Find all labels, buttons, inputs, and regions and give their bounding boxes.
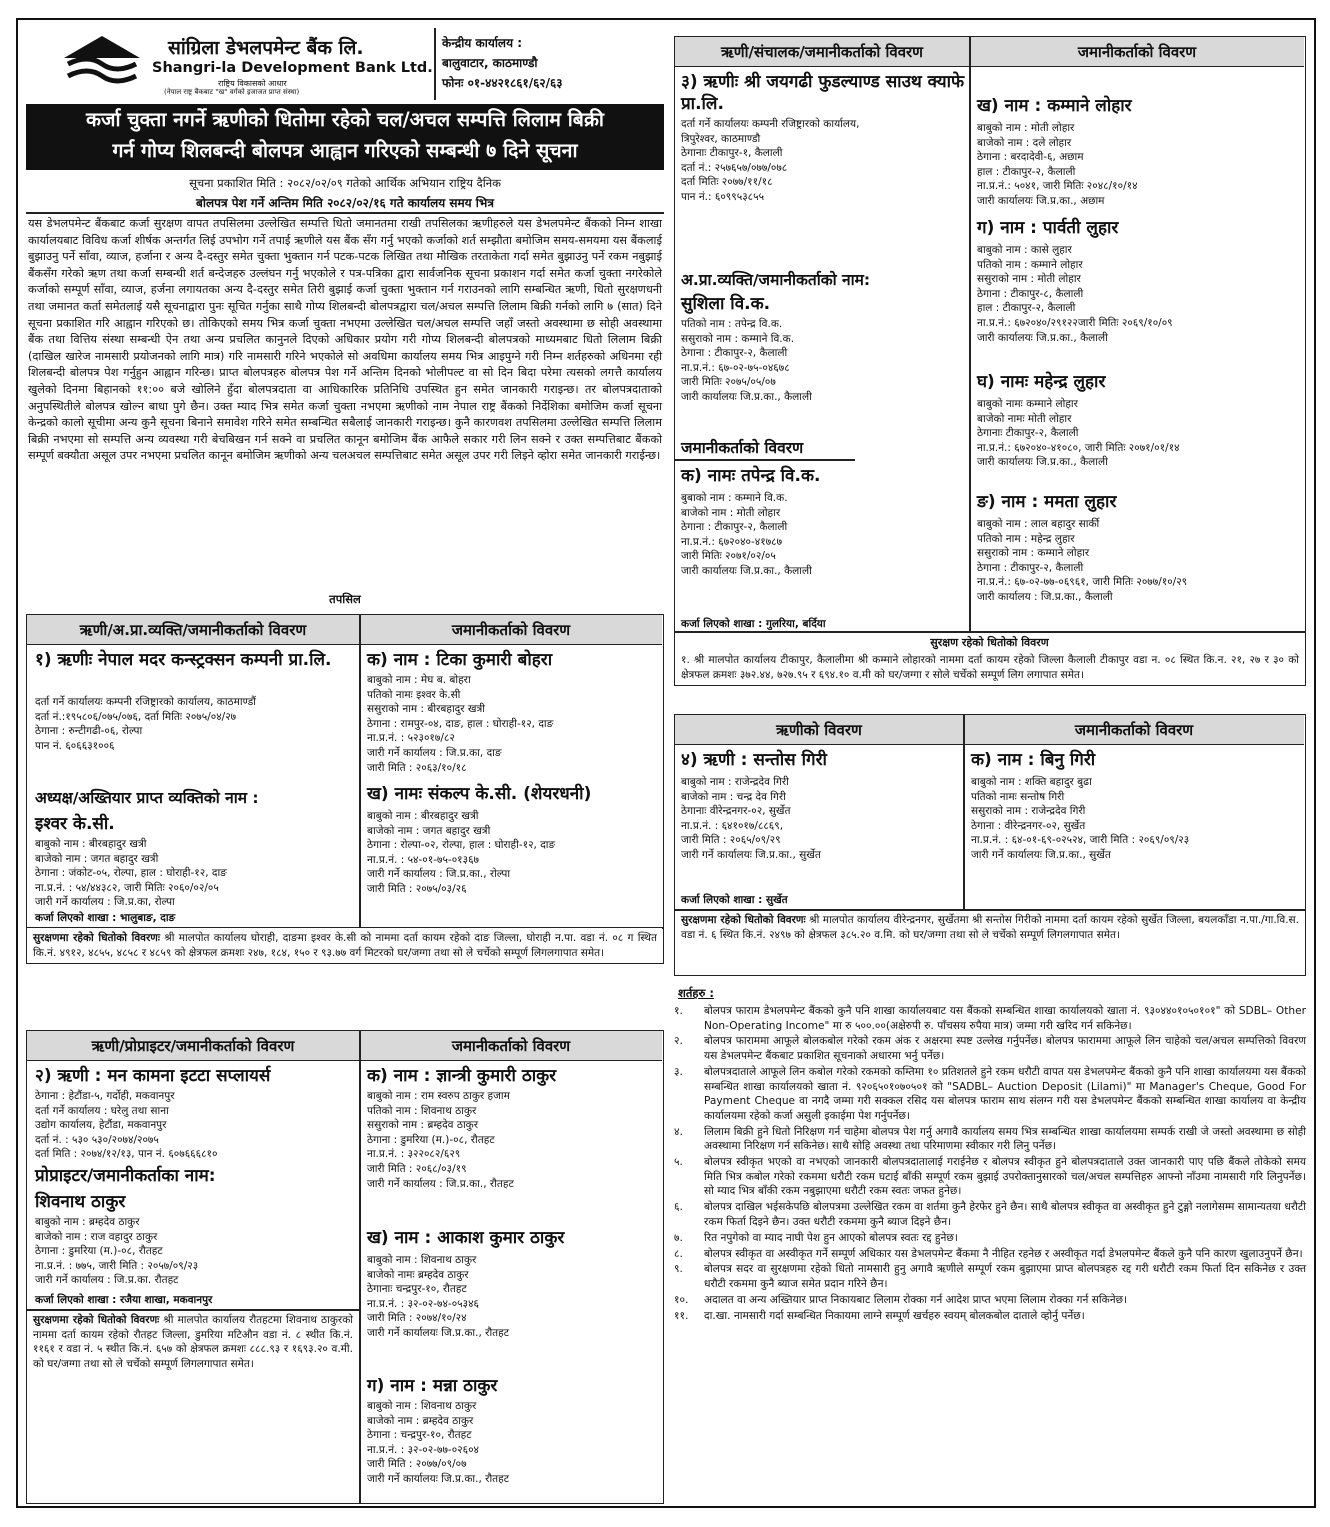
term-item: [674, 1293, 1306, 1308]
s3-guarantor-header-rule: [675, 459, 855, 461]
bank-tagline: राष्ट्रिय विकासको आधार: [218, 79, 287, 88]
s1-guarantor-1-name: क) नाम : टिका कुमारी बोहरा: [367, 650, 553, 670]
term-number: २.: [674, 1035, 683, 1048]
s1-auth-details: बाबुको नाम : बीरबहादुर खत्री बाजेको नाम : जगत बहादुर खत्री ठेगाना : जंकोट-०५, रोल्पा, हाल : घोराही-१२, दाङ ना.प्र.नं. : ५४/४४३८२, जारी मितिः २०६०/०२/०५ जारी गर्ने कार्यालय : जि.प्र.का, रोल्पा: [35, 838, 227, 909]
office-phone: फोनः ०१-४४२१८६१/६२/६३: [442, 76, 563, 90]
term-number: १.: [674, 1005, 683, 1017]
term-number: ११.: [674, 1309, 689, 1322]
s2-borrower-details: ठेगाना : हेटौंडा-५, गर्दोही, मकवानपुर दर्ता गर्ने कार्यालय : घरेलु तथा साना उद्योग कार्यालय, हेटौंडा, मकवानपुर दर्ता नं. : ५३० ५३०/२०७४/२०७५ दर्ता मिति : २०७४/१२/१३, पान नं. ६०७६६६८१०: [35, 1090, 218, 1161]
s4-collateral: [681, 913, 1299, 942]
s4-header-left: ऋणीको विवरण: [675, 715, 963, 745]
term-text: बोलपत्र दाखिल भईसकेपछि बोलपत्रमा उल्लेखित रकम वा शर्तमा कुनै हेरफेर हुने छैन। साथै बोलपत्र स्वीकृत वा अस्वीकृत हुने टुङ्गो नलागेसम्म सामान्यतया धरौटी रकम फिर्ता दिइने छैन। उक्त धरौटी रकममा कुनै ब्याज दिइने छैन।: [704, 1201, 1306, 1228]
s2-divider: [359, 1031, 361, 1503]
bank-logo: [58, 32, 146, 88]
s4-branch: कर्जा लिएको शाखा : सुर्खेत: [681, 894, 788, 906]
term-item: [674, 1034, 1306, 1063]
notice-title-line1: कर्जा चुक्ता नगर्ने ऋणीको धितोमा रहेको चल/अचल सम्पत्ति लिलाम बिक्री: [86, 108, 604, 131]
s1-auth-name: इश्वर के.सी.: [35, 814, 115, 834]
term-text: अदालत वा अन्य अख्तियार प्राप्त निकायबाट लिलाम रोक्का गर्न आदेश प्राप्त भएमा लिलाम रोक्का गर्न सकिनेछ।: [704, 1293, 1128, 1306]
s2-guarantor-1-details: बाबुको नाम : राम स्वरुप ठाकुर हजाम पतिको नाम : शिवनाथ ठाकुर ससुराको नाम : ब्रम्हदेव ठाकुर ठेगाना : डुमरिया (म.)-०८, रौतहट ना.प्र.नं. : ३२२०८२/६२९ जारी मिति : २०६८/०३/१९ जारी गर्ने कार्यालय : जि.प्र.का., रौतहट: [367, 1090, 514, 1190]
s1-borrower-name: १) ऋणीः नेपाल मदर कन्स्ट्रक्सन कम्पनी प्रा.लि.: [35, 650, 332, 670]
s3-branch: कर्जा लिएको शाखा : गुलरिया, बर्दिया: [681, 618, 826, 630]
term-text: दा.खा. नामसारी गर्दा सम्बन्धित निकायमा लाग्ने सम्पूर्ण खर्चहरु स्वयम् बोलकबोल दाताले व्होर्नु पर्नेछ।: [704, 1309, 1085, 1322]
s3-guarantor-5-name: ङ) नाम : ममता लुहार: [977, 492, 1117, 512]
term-text: बोलपत्र स्वीकृत भएको वा नभएको जानकारी बोलपत्रदातालाई गराईनेछ र बोलपत्र स्वीकृत हुने बोलपत्रदाताले उक्त जानकारी पाए पछि बैंकले तोकेको समय मिति भित्र कबोल गरेको रकममा धरौटी रकम घटाई बाँकी सम्पूर्ण रकम बुझाई उपरोक्तानुसारको चल/अचल सम्पत्तिहरु आफ्नो नाँउमा नामसारी गरि लिनुपर्नेछ। सो म्याद भित्र बाँकी रकम नबुझाएमा धरौटी रकम स्वतः जफत हुनेछ।: [704, 1156, 1306, 1198]
s2-guarantor-2-name: ख) नाम : आकाश कुमार ठाकुर: [367, 1228, 565, 1248]
term-number: ४.: [674, 1125, 683, 1138]
s2-header-right: जमानीकर्ताको विवरण: [359, 1031, 662, 1061]
s1-header-left: ऋणी/अ.प्रा.व्यक्ति/जमानीकर्ताको विवरण: [27, 615, 359, 645]
s3-guarantor-1-details: बुबाको नाम : कम्माने वि.क. बाजेको नाम : मोती लोहार ठेगाना : टीकापुर-२, कैलाली ना.प्र.नं.: ६७२०४०-४१७८७ जारी मितिः २०७१/०२/०५ जारी कार्यालयः जि.प्र.का., कैलाली: [681, 492, 812, 577]
s3-guarantor-4-name: घ) नामः महेन्द्र लुहार: [977, 372, 1106, 392]
term-number: ९.: [674, 1263, 683, 1276]
notice-title: [26, 104, 664, 170]
s3-auth-details: पतिको नाम : तपेन्द्र वि.क. ससुराको नाम : कम्माने वि.क. ठेगाना : टीकापुर-२, कैलाली ना.प्र.नं.: ६७-०२-७५-०४६७८ जारी मितिः २०७५/०५/०७ जारी कार्यालयः जि.प्र.का., कैलाली: [681, 318, 812, 403]
s3-auth-name: सुशिला वि.क.: [681, 294, 771, 314]
s3-collateral-header: सुरक्षण रहेको धितोको विवरण: [930, 636, 1049, 649]
section-4: [674, 714, 1306, 976]
s4-divider: [963, 715, 965, 909]
s3-guarantor-4-details: बाबुको नामः कम्माने लोहार बाजेको नामः मोती लोहार ठेगानाः टीकापुर-२, कैलाली ना.प्र.नं.: ६७२०४०-४१०८०, जारी मितिः २०७१/०१/१४ जारी कार्यालयः जि.प्र.का., कैलाली: [977, 398, 1180, 469]
term-text: बोलपत्रदाताले आफूले लिन कबोल गरेको रकमको कम्तिमा १० प्रतिशतले हुने रकम धरौटी वापत यस डेभलपमेन्ट बैंकको कुनै पनि शाखा कार्यालयमा यस बैंकको सम्बन्धित शाखा कार्यालयको खाता नं. ९२०६५०१०७०५०१ को "SADBL– Auction Deposit (Lilami)" मा Manager's Cheque, Good For Payment Cheque वा नगदै जम्मा गरी सक्कल रसिद यस बोलपत्र फाराम साथ संलग्न गरी यस डेभलपमेन्ट बैंकको सम्बन्धित शाखा कार्यालय वा केन्द्रीय कार्यालयमा रहेको कर्जा असुली इकाईमा पेश गर्नुपर्नेछ।: [704, 1065, 1306, 1122]
s3-borrower-name: ३) ऋणीः श्री जयगढी फुडल्याण्ड साउथ क्याफे प्रा.लि.: [681, 72, 965, 114]
s2-branch: कर्जा लिएको शाखा : रजैया शाखा, मकवानपुर: [35, 1294, 213, 1306]
s1-guarantor-2-details: बाबुको नाम : बीरबहादुर खत्री बाजेको नाम : जगत बहादुर खत्री ठेगाना : रोल्पा-०२, रोल्पा, हाल : घोराही-१२, दाङ ना.प्र.नं. : ५४-०१-७५-०१३६७ जारी गर्ने कार्यालय : जि.प्र.का., रोल्पा जारी मिति : २०७५/०३/२६: [367, 810, 556, 895]
s1-collateral-text: श्री मालपोत कार्यालय घोराही, दाङमा इश्वर के.सी को नाममा दर्ता कायम रहेको दाङ जिल्ला, घोराही न.पा. वडा नं. ०८ ग स्थित कि.नं. ४९१२, ४८५५, ४८५८ र ४८५९ को क्षेत्रफल क्रमशः २४७, १८४, १५० र ९३.७७ वर्ग मिटरको घर/जग्गा तथा सो ले चर्चेको सम्पूर्ण लिगलगापात समेत।: [33, 932, 657, 959]
term-text: बोलपत्र फाराम डेभलपमेन्ट बैंकको कुनै पनि शाखा कार्यालयबाट यस बैंकको सम्बन्धित शाखा कार्यालयको खाता नं. ९३०४४०१०५०१०१" को SDBL– Other Non-Operating Income" मा रु ५००.००(अक्षेरुपी रु. पाँचसय रुपैया मात्र) जम्मा गरी खरिद गर्न सकिनेछ।: [704, 1005, 1306, 1032]
s2-borrower-name: २) ऋणी : मन कामना इटटा सप्लायर्स: [35, 1066, 271, 1086]
notice-page: [16, 18, 1316, 1508]
s2-prop-name: शिवनाथ ठाकुर: [35, 1192, 126, 1212]
s3-collateral: १. श्री मालपोत कार्यालय टीकापुर, कैलालीमा श्री कम्माने लोहारको नाममा दर्ता कायम रहेको जिल्ला कैलाली टीकापुर वडा न. ०८ स्थित कि.न. २१, २७ र ३० को क्षेत्रफल क्रमशः ३७२.४४, ७२७.९५ र ६९४.१० व.मी को घर/जग्गा र सोले चर्चेको सम्पूर्ण लिग लगापात समेत।: [681, 654, 1299, 681]
s1-collateral-label: सुरक्षणमा रहेको धितोको विवरणः: [33, 932, 161, 944]
s2-collateral-label: सुरक्षणमा रहेको धितोको विवरणः: [33, 1314, 160, 1326]
term-item: [674, 1004, 1306, 1033]
s4-collateral-text: श्री मालपोत कार्यालय वीरेन्द्रनगर, सुर्खेतमा श्री सन्तोस गिरीको नाममा दर्ता कायम रहेको सुर्खेत जिल्ला, बयलकाँडा न.पा./गा.वि.स. वडा नं. ६ स्थित कि.नं. २४९७ को क्षेत्रफल ३८५.२० व.मि. को घर/जग्गा तथा सो ले चर्चेको सम्पूर्ण लिगलगापात समेत।: [681, 914, 1299, 941]
term-item: [674, 1200, 1306, 1229]
term-item: [674, 1262, 1306, 1291]
s1-divider: [359, 615, 361, 963]
term-number: १०.: [674, 1293, 689, 1306]
s1-header-right: जमानीकर्ताको विवरण: [359, 615, 662, 645]
office-address: बालुवाटार, काठमाण्डौ: [442, 56, 538, 70]
term-number: ७.: [674, 1231, 683, 1244]
term-number: ५.: [674, 1156, 683, 1169]
terms-title: शर्तहरु :: [678, 986, 714, 1000]
s3-guarantor-1-name: क) नामः तपेन्द्र वि.क.: [681, 466, 821, 486]
s2-collateral-text: श्री मालपोत कार्यालय रौतहटमा शिवनाथ ठाकुरको नाममा दर्ता कायम रहेको रौतहट जिल्ला, डुमरिया मटिऔन वडा नं. ८ स्थीत कि.नं. ११६१ र वडा नं. ५ स्थीत कि.नं. ६५७ को क्षेत्रफल क्रमशः ८८८.९३ र १६९३.२० व.मी. को घर/जग्गा तथा सो ले चर्चेको सम्पूर्ण लिगलगापात समेत।: [33, 1314, 353, 1370]
term-text: बोलपत्र सदर वा सुरक्षणमा रहेको धितो नामसारी हुनु अगावै ऋणीले सम्पूर्ण रकम बुझाएमा प्राप्त बोलपत्रहरु रद्द गरी धरौटी रकम फिर्ता दिन सकिनेछ र उक्त धरौटी रकममा कुनै ब्याज समेत प्रदान गरिने छैन।: [704, 1263, 1306, 1291]
s3-borrower-details: दर्ता गर्ने कार्यालयः कम्पनी रजिष्ट्रारको कार्यालय, त्रिपुरेश्वर, काठमाण्डौ ठेगानाः टीकापुर-१, कैलाली दर्ता नं.: २५७६५७/०७७/०७८ दर्ता मितिः २०७७/११/१८ पान नं.: ६०९९५३८५५: [681, 118, 860, 203]
section-2: [26, 1030, 664, 1504]
term-number: ६.: [674, 1201, 683, 1214]
s2-prop-details: बाबुको नाम : ब्रम्हदेव ठाकुर बाजेको नाम : राज वहादुर ठाकुर ठेगाना : डुमरिया (म.)-०८, रौतहट ना.प्र.नं. : ७७५, जारी मिति : २०५७/०९/२३ जारी गर्ने कार्यालय : जि.प्र.का. रौतहट: [35, 1216, 199, 1287]
bank-license: (नेपाल राष्ट्र बैंकबाट "ख" वर्गको इजाजत प्राप्त संस्था): [164, 88, 300, 96]
s3-header-left: ऋणी/संचालक/जमानीकर्ताको विवरण: [675, 37, 969, 67]
term-text: रित नपुगेको वा म्याद नाघी पेश हुन आएको बोलपत्र स्वतः रद्द हुनेछ।: [704, 1231, 958, 1244]
section-1: [26, 614, 664, 964]
bank-name-en: Shangri-la Development Bank Ltd.: [152, 60, 433, 76]
s2-guarantor-3-details: बाबुको नाम : शिवनाथ ठाकुर बाजेको नाम : ब्रम्हदेव ठाकुर ठेगाना : चन्द्रपुर-१०, रौतहट ना.प्र.नं. : ३२-०२-७७-०२६०४ जारी मिति : २०७७/०९/०७ जारी गर्ने कार्यालयः जि.प्र.का., रौतहट: [367, 1400, 510, 1485]
bank-name-np: सांग्रिला डेभलपमेन्ट बैंक लि.: [168, 37, 364, 59]
s1-collateral: [33, 931, 657, 960]
term-number: ८.: [674, 1247, 683, 1260]
header-divider: [434, 28, 436, 100]
s4-guarantor-1-name: क) नाम : बिनु गिरी: [971, 750, 1096, 770]
s3-collateral-divider: [675, 631, 1305, 633]
notice-body: यस डेभलपमेन्ट बैंकबाट कर्जा सुरक्षण वापत तपसिलमा उल्लेखित सम्पत्ति धितो जमानतमा राखी तपसिलका ऋणीहरुले यस डेभलपमेन्ट बैंकको निम्न शाखा कार्यालयबाट विविध कर्जा शीर्षक अन्तर्गत लिई उपभोग गर्ने तपाई ऋणीले यस बैंक सँग गर्नु भएको कर्जाको शर्त सम्झौता बमोजिम समय-समयमा यस बैंकलाई बुझाउनु पर्ने साँवा, व्याज, हर्जाना र अन्य दै-दस्तुर समेत चुक्ता भुक्तान गर्न पटक-पटक लिखित तथा मौखिक तरताकेता गर्दा समेत बुझाउनु पर्ने रकम नबुझाई बैंकसँग गरेको ऋण तथा कर्जा सम्बन्धी शर्त बन्देजहरु उल्लंघन गर्नु भएकोले र पत्र-पत्रिका द्वारा सार्वजनिक सूचना प्रकाशन गर्दा समेत कर्जा चुक्ता नगरेकोले कर्जाको सम्पूर्ण साँवा, व्याज, हर्जना लगायतका अन्य दै-दस्तुर समेत तिरी बुझाई कर्जा चुक्ता भुक्तान गर्न गराउनको लागि सम्बन्धित ऋणी, धितो सुरक्षणधनी तथा जमानत कर्ता समेतलाई यसै सूचनाद्वारा पुनः सूचित गर्नुका साथै गोप्य शिलबन्दी बोलपत्रद्वारा चल/अचल सम्पत्ति लिलाम बिक्री गर्नको लागि ७ (सात) दिने सूचना प्रकाशित गरि आह्वान गरिएको छ। तोकिएको समय भित्र कर्जा चुक्ता नभएमा उल्लेखित चल/अचल सम्पत्ति जहाँ जस्तो अवस्थामा छ सोही अवस्थामा बैंक तथा वित्तिय संस्था सम्बन्धी ऐन तथा अन्य प्रचलित कानुनले दिएको अधिकार प्रयोग गरी गोप्य शिलबन्दी बोलपत्रको माध्यमबाट धितो लिलाम बिक्री (दाखिल खारेज नामसारी प्रयोजनको लागि मात्र) गरि नामसारी गरिने भएकोले सो अवधिमा कार्यालय समय भित्र आइपुग्ने गरी निम्न शर्तहरुको अधिनमा रही शिलबन्दी बोलपत्र पेश गर्नुहुन आह्वान गरिन्छ। प्राप्त बोलपत्रहरु बोलपत्र पेश गर्ने अन्तिम दिनको भोलीपल्ट वा सो दिन बिदा परेमा त्यसको लगत्तै कार्यालय खुलेको दिनमा बिहानको ११:०० बजे खोलिने हुँदा बोलपत्रदाता वा आधिकारिक प्रतिनिधि उपस्थित हुन समेत जानकारी गराइन्छ। तर बोलपत्रदाताको अनुपस्थितीले बोलपत्र खोल्न बाधा पुगे छैन। उक्त म्याद भित्र समेत कर्जा चुक्ता नभएमा ऋणीको नाम नेपाल राष्ट्र बैंकको निर्देशिका बमोजिम कर्जा सूचना केन्द्रको कालो सूचीमा अन्य कुनै सूचना बिनाने समावेश गरिने समेत सम्बन्धित सबैलाई जानकारी गराइन्छ। कुनै कारणवश तपसिलमा उल्लेखित सम्पत्ति लिलाम बिक्री नभएमा सो सम्पत्ति अन्य व्यवस्था गरी बेचबिखन गर्न सक्ने वा प्रचलित कानून बमोजिम बैंक आफैले सकार गरी लिन सक्ने र उक्त सम्पत्तिबाट बैंकको सम्पूर्ण बक्यौता असूल उपर नभएमा प्रचलित कानून बमोजिम ऋणीको अन्य चलअचल सम्पत्तिबाट समेत असूल उपर गरी लिइने व्होरा समेत जानकारी गराईन्छ।: [28, 217, 662, 463]
s4-collateral-label: सुरक्षणमा रहेको धितोको विवरणः: [681, 914, 806, 926]
s3-divider: [969, 37, 971, 631]
s3-guarantor-2-name: ख) नाम : कम्माने लोहार: [977, 96, 1132, 116]
s2-header-left: ऋणी/प्रोप्राइटर/जमानीकर्ताको विवरण: [27, 1031, 359, 1061]
s2-guarantor-2-details: बाबुको नाम : शिवनाथ ठाकुर बाजेको नामः ब्रम्हदेव ठाकुर ठेगानाः चन्द्रपुर-१०, रौतहट ना.प्र.नं. : ३२-०२-७४-०५३४६ जारी मिति : २०७४/१०/२४ जारी गर्ने कार्यालयः जि.प्र.का., रौतहट: [367, 1254, 510, 1339]
terms-list: [674, 1004, 1306, 1325]
term-text: बोलपत्र स्वीकृत वा अस्वीकृत गर्ने सम्पूर्ण अधिकार यस डेभलपमेन्ट बैंकमा नै नीहित रहनेछ र अस्वीकृत गर्दा डेभलपमेन्ट बैंकले कुनै पनि कारण खुलाउनुपर्ने छैन।: [704, 1247, 1303, 1260]
section-3: [674, 36, 1306, 686]
s4-header-right: जमानीकर्ताको विवरण: [963, 715, 1304, 745]
term-number: ३.: [674, 1065, 683, 1078]
tapasil-label: तपसिल: [329, 592, 361, 606]
s3-auth-title: अ.प्रा.व्यक्ति/जमानीकर्ताको नाम:: [681, 271, 871, 289]
term-item: [674, 1155, 1306, 1199]
term-item: [674, 1065, 1306, 1123]
bank-logo-icon: [58, 32, 146, 88]
s3-guarantor-3-name: ग) नाम : पार्वती लुहार: [977, 218, 1119, 238]
term-text: लिलाम बिक्री हुने धितो निरिक्षण गर्न चाहेमा बोलपत्र पेश गर्नु अगावै कार्यालय समय भित्र सम्बन्धित शाखा कार्यालयमा सम्पर्क राखी जे जस्तो अवस्थामा छ सोही अवस्थामा निरिक्षण गर्न सकिनेछ। साथै सोहि अवस्था तथा परिमाणमा स्वीकार गरी लिनु पर्नेछ।: [704, 1125, 1306, 1153]
s4-collateral-divider: [675, 909, 1305, 911]
s3-guarantor-2-details: बाबुको नाम : मोती लोहार बाजेको नाम : दले लोहार ठेगाना : बरदादेवी-६, अछाम हाल : टीकापुर-२, कैलाली ना.प्र.नं.: ५०४१, जारी मितिः २०४८/१०/१४ जारी कार्यालयः जि.प्र.का., अछाम: [977, 122, 1138, 207]
s3-guarantor-5-details: बाबुको नाम : लाल बहादुर सार्की पतिको नाम : महेन्द्र लुहार ससुराको नाम : कम्माने लोहार ठेगाना : टीकापुर-२, कैलाली ना.प्र.नं.: ६७-०२-७७-०६९६१, जारी मितिः २०७७/१०/२९ जारी कार्यालय : जि.प्र.का., कैलाली: [977, 518, 1188, 603]
s2-prop-title: प्रोप्राइटर/जमानीकर्ताका नाम:: [35, 1166, 216, 1186]
deadline-line: बोलपत्र पेश गर्ने अन्तिम मिति २०८२/०२/१६ गते कार्यालय समय भित्र: [196, 196, 494, 210]
publication-line: सूचना प्रकाशित मिति : २०८२/०२/०९ गतेको आर्थिक अभियान राष्ट्रिय दैनिक: [189, 176, 501, 190]
s3-guarantor-3-details: बाबुको नाम : कासे लुहार पतिको नाम : कम्माने लोहार ससुराको नाम : मोती लोहार ठेगाना : टीकापुर-८, कैलाली हाल : टीकापुर-२, कैलाली ना.प्र.नं.: ६७२०४०/२९१२२जारी मितिः २०६९/१०/०९ जारी कार्यालयः जि.प्र.का., कैलाली: [977, 244, 1173, 344]
term-text: बोलपत्र फाराममा आफूले बोलकबोल गरेको रकम अंक र अक्षरमा स्पष्ट उल्लेख गर्नुपर्नेछ। बोलपत्र फाराममा आफूले लिन चाहेको चल/अचल सम्पत्तिको विवरण यस डेभलपमेन्ट बैंकबाट प्रकाशित सूचनाको अधारमा भर्नु पर्नेछ।: [704, 1035, 1306, 1063]
s3-header-right: जमानीकर्ताको विवरण: [969, 37, 1304, 67]
term-item: [674, 1231, 1306, 1246]
s1-guarantor-2-name: ख) नामः संकल्प के.सी. (शेयरधनी): [367, 784, 592, 804]
term-item: [674, 1247, 1306, 1262]
body-divider: [26, 212, 664, 214]
s3-guarantor-header: जमानीकर्ताको विवरण: [681, 439, 804, 457]
s2-guarantor-1-name: क) नाम : ज्ञान्त्री कुमारी ठाकुर: [367, 1066, 557, 1086]
office-label: केन्द्रीय कार्यालय :: [442, 36, 523, 50]
s2-guarantor-3-name: ग) नाम : मन्ना ठाकुर: [367, 1376, 498, 1396]
s4-borrower-name: ४) ऋणी : सन्तोस गिरी: [681, 750, 827, 770]
s4-guarantor-1-details: बाबुको नाम : शक्ति बहादुर बुढा पतिको नामः सन्तोष गिरी ससुराको नाम : राजेन्द्रदेव गिरी ठेगाना : वीरेन्द्रनगर-०२, सुर्खेत ना.प्र.नं. : ६४-०१-६९-०२५२४, जारी मिति : २०६९/०९/२३ जारी गर्ने कार्यालयः जि.प्र.का., सुर्खेत: [971, 776, 1190, 861]
s1-auth-title: अध्यक्ष/अख्तियार प्राप्त व्यक्तिको नाम :: [35, 789, 259, 807]
s1-branch: कर्जा लिएको शाखा : भालुबाङ, दाङ: [35, 912, 176, 924]
s2-collateral-divider: [27, 1309, 359, 1311]
notice-title-line2: गर्न गोप्य शिलबन्दी बोलपत्र आह्वान गरिएको सम्बन्धी ७ दिने सूचना: [112, 139, 578, 162]
term-item: [674, 1309, 1306, 1324]
s1-guarantor-1-details: बाबुको नाम : मेघ ब. बोहरा पतिको नामः इश्वर के.सी ससुराको नाम : बीरबहादुर खत्री ठेगाना : रामपुर-०४, दाङ, हाल : घोराही-१२, दाङ ना.प्र.नं. : ५२३०१७/८२ जारी गर्ने कार्यालय : जि.प्र.का, दाङ जारी मिति : २०६३/१०/१८: [367, 674, 554, 774]
s2-collateral: [33, 1313, 353, 1371]
term-item: [674, 1125, 1306, 1154]
s4-borrower-details: बाबुको नाम : राजेन्द्रदेव गिरी बाजेको नाम : चन्द्र देव गिरी ठेगानाः वीरेन्द्रनगर-०२, सुर्खेत ना.प्र.नं. : ६४१०१७/८८६९, जारी मिति : २०६५/०९/२९ जारी गर्ने कार्यालयः जि.प्र.का., सुर्खेत: [681, 776, 821, 861]
s1-borrower-details: दर्ता गर्ने कार्यालयः कम्पनी रजिष्ट्रारको कार्यालय, काठमाण्डौं दर्ता नं.:१९५८०६/०७५/०७६, दर्ता मितिः २०७५/०४/२७ ठेगाना : रुन्टीगढी-०६, रोल्पा पान नं. ६०६६३१००६: [35, 696, 256, 752]
